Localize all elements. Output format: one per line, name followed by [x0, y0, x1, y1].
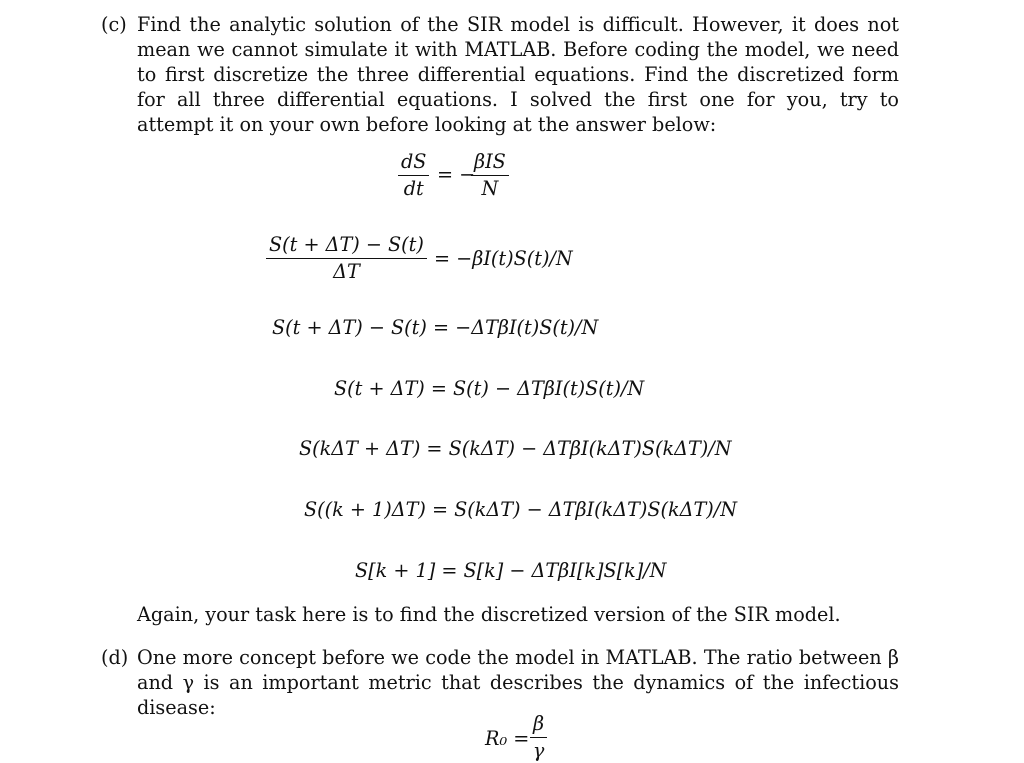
equation-6: S((k + 1)ΔT) = S(kΔT) − ΔTβI(kΔT)S(kΔT)/N [304, 498, 738, 521]
r0-lhs: R₀ = [485, 727, 530, 750]
fraction-numerator: S(t + ΔT) − S(t) [269, 233, 424, 256]
fraction-denominator: dt [403, 177, 424, 200]
equation-5: S(kΔT + ΔT) = S(kΔT) − ΔTβI(kΔT)S(kΔT)/N [299, 437, 732, 460]
equation-7: S[k + 1] = S[k] − ΔTβI[k]S[k]/N [355, 559, 667, 582]
equation-4: S(t + ΔT) = S(t) − ΔTβI(t)S(t)/N [334, 377, 645, 400]
fraction-beta-gamma [530, 712, 547, 762]
label-part-d: (d) [101, 646, 129, 669]
part-c-intro: Find the analytic solution of the SIR model is difficult. However, it does not mean we cannot simulate it with MATLAB. Before coding the model, we need to first discretize the three differential equations. Find the discretized form for all three differential equations. I solved the first one for you, try to attempt it on your own before looking at the answer below: [137, 13, 899, 136]
fraction-denominator: γ [532, 739, 545, 762]
fraction-numerator: βIS [474, 150, 506, 173]
fraction-numerator: β [533, 712, 545, 735]
fraction-ds-dt [398, 150, 429, 200]
fraction-beta-is-n [471, 150, 509, 200]
fraction-denominator: ΔT [333, 260, 360, 283]
part-d-text: One more concept before we code the model in MATLAB. The ratio between β and γ is an important metric that describes the dynamics of the infectious disease: [137, 646, 899, 719]
equation-3: S(t + ΔT) − S(t) = −ΔTβI(t)S(t)/N [272, 316, 599, 339]
label-part-c: (c) [101, 13, 127, 36]
fraction-bar [471, 175, 509, 176]
task-text: Again, your task here is to find the discretized version of the SIR model. [137, 603, 841, 626]
equals-minus: = − [437, 163, 476, 186]
fraction-difference [266, 233, 427, 283]
fraction-bar [266, 258, 427, 259]
fraction-denominator: N [481, 177, 499, 200]
fraction-bar [398, 175, 429, 176]
equation-rhs: = −βI(t)S(t)/N [434, 247, 573, 270]
fraction-numerator: dS [401, 150, 427, 173]
fraction-bar [530, 737, 547, 738]
